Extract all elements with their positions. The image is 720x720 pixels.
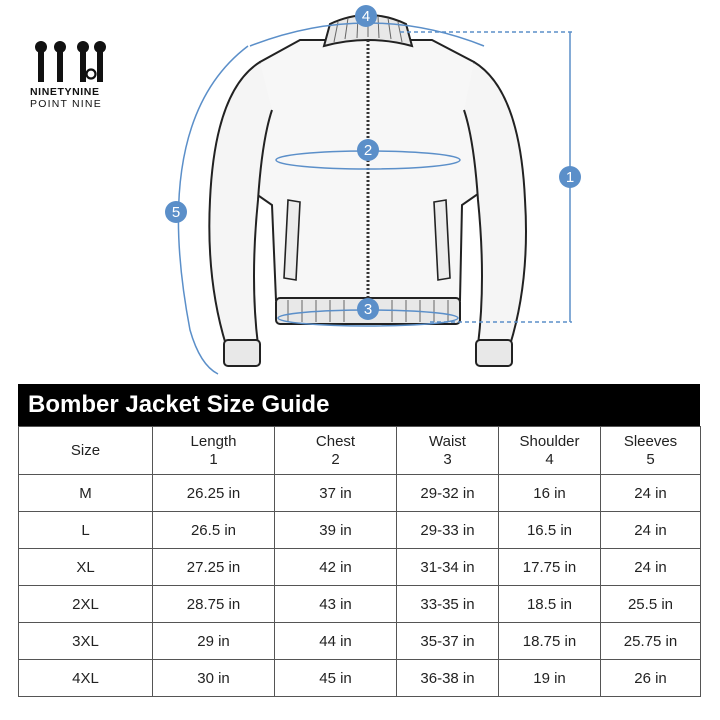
brand-name: NINETYNINE: [30, 86, 100, 98]
cell-chest: 42 in: [275, 549, 397, 586]
jacket-diagram: [150, 0, 600, 385]
table-row: [19, 586, 701, 623]
cell-sleeves: 25.5 in: [601, 586, 701, 623]
table-row: [19, 660, 701, 697]
cell-sleeves: 24 in: [601, 512, 701, 549]
table-row: [19, 475, 701, 512]
cell-chest: 45 in: [275, 660, 397, 697]
brand-tagline: POINT NINE: [30, 98, 102, 110]
cell-sleeves: 24 in: [601, 475, 701, 512]
marker-waist: [357, 298, 379, 320]
cell-shoulder: 19 in: [499, 660, 601, 697]
cell-size: 3XL: [19, 623, 153, 660]
size-guide-title: Bomber Jacket Size Guide: [18, 384, 700, 426]
cell-sleeves: 26 in: [601, 660, 701, 697]
svg-text:5: 5: [171, 204, 181, 221]
table-row: [19, 623, 701, 660]
jacket-left-cuff: [224, 340, 260, 366]
cell-waist: 31-34 in: [397, 549, 499, 586]
cell-sleeves: 24 in: [601, 549, 701, 586]
col-header-length: Length 1: [153, 427, 275, 475]
marker-shoulder: [355, 5, 377, 27]
size-table: [18, 426, 701, 697]
col-header-sleeves: Sleeves 5: [601, 427, 701, 475]
marker-length: [559, 166, 581, 188]
cell-length: 30 in: [153, 660, 275, 697]
cell-shoulder: 18.75 in: [499, 623, 601, 660]
brand-logo: [30, 38, 120, 110]
cell-length: 28.75 in: [153, 586, 275, 623]
table-row: [19, 549, 701, 586]
cell-waist: 33-35 in: [397, 586, 499, 623]
cell-length: 29 in: [153, 623, 275, 660]
cell-waist: 35-37 in: [397, 623, 499, 660]
svg-text:3: 3: [363, 301, 373, 318]
marker-sleeve: [165, 201, 187, 223]
svg-text:2: 2: [363, 142, 373, 159]
cell-size: M: [19, 475, 153, 512]
brand-logo-mark: [30, 38, 112, 82]
cell-shoulder: 18.5 in: [499, 586, 601, 623]
col-header-chest: Chest 2: [275, 427, 397, 475]
jacket-right-sleeve: [464, 62, 526, 345]
cell-size: 2XL: [19, 586, 153, 623]
cell-waist: 36-38 in: [397, 660, 499, 697]
col-header-waist: Waist 3: [397, 427, 499, 475]
cell-chest: 37 in: [275, 475, 397, 512]
jacket-left-sleeve: [209, 62, 272, 345]
cell-chest: 39 in: [275, 512, 397, 549]
cell-shoulder: 16 in: [499, 475, 601, 512]
cell-size: XL: [19, 549, 153, 586]
cell-length: 27.25 in: [153, 549, 275, 586]
col-header-size: Size: [19, 427, 153, 475]
cell-length: 26.25 in: [153, 475, 275, 512]
cell-size: L: [19, 512, 153, 549]
cell-chest: 43 in: [275, 586, 397, 623]
col-header-shoulder: Shoulder 4: [499, 427, 601, 475]
cell-sleeves: 25.75 in: [601, 623, 701, 660]
cell-size: 4XL: [19, 660, 153, 697]
cell-chest: 44 in: [275, 623, 397, 660]
cell-length: 26.5 in: [153, 512, 275, 549]
jacket-right-cuff: [476, 340, 512, 366]
svg-text:1: 1: [565, 169, 575, 186]
cell-waist: 29-33 in: [397, 512, 499, 549]
table-header-row: [19, 427, 701, 475]
cell-shoulder: 16.5 in: [499, 512, 601, 549]
svg-text:4: 4: [361, 8, 371, 25]
size-guide: [18, 384, 700, 697]
table-row: [19, 512, 701, 549]
cell-waist: 29-32 in: [397, 475, 499, 512]
cell-shoulder: 17.75 in: [499, 549, 601, 586]
marker-chest: [357, 139, 379, 161]
